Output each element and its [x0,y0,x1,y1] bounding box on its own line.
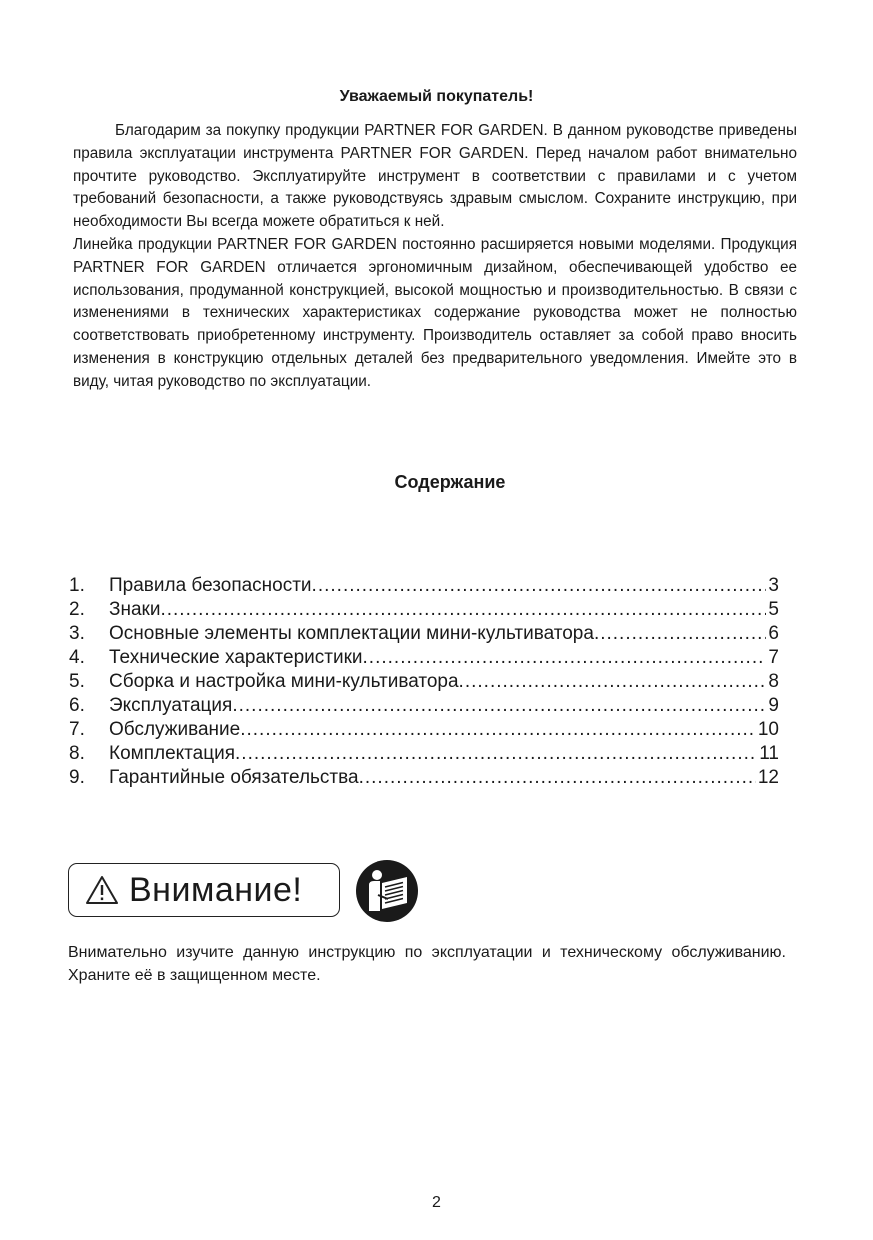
intro-paragraph-2: Линейка продукции PARTNER FOR GARDEN постоянно расширяется новыми моделями. Продукция PARTNER FOR GARDEN отличается эргономичным дизайном, обеспечивающей удобство ее использования, продуманной конструкцией, высокой мощностью и производительностью. В связи с изменениями в технических характеристиках содержание руководства может не полностью соответствовать приобретенному инструменту. Производитель оставляет за собой право вносить изменения в конструкцию отдельных деталей без предварительного уведомления. Имейте это в виду, читая руководство по эксплуатации. [73,235,797,390]
toc-item-label: Основные элементы комплектации мини-культиватора [109,623,594,644]
warning-label: Внимание! [129,870,303,909]
toc-leader-dots [459,670,767,694]
toc-item-page: 8 [768,671,779,692]
toc-item-page: 5 [768,599,779,620]
toc-item[interactable] [69,670,779,694]
toc-item-number: 8. [69,743,85,764]
toc-item[interactable] [69,766,779,790]
toc-title: Содержание [394,472,506,492]
toc-item-page: 7 [768,647,779,668]
intro-paragraph-1: Благодарим за покупку продукции PARTNER FOR GARDEN. В данном руководстве приведены правила эксплуатации инструмента PARTNER FOR GARDEN. Перед началом работ внимательно прочтите руководство. Эксплуатируйте инструмент в соответствии с правилами и с учетом требований безопасности, а также руководствуясь здравым смыслом. Сохраните инструкцию, при необходимости Вы всегда можете обратиться к ней. [73,122,797,231]
toc-item-number: 2. [69,599,85,620]
toc-item-page: 10 [757,719,779,740]
toc-item-page: 12 [757,767,779,788]
toc-item-label: Сборка и настройка мини-культиватора [109,671,459,692]
toc-item-number: 9. [69,767,85,788]
table-of-contents [69,574,779,790]
toc-leader-dots [240,718,756,742]
toc-leader-dots [359,766,756,790]
toc-leader-dots [363,646,767,670]
toc-item-label: Эксплуатация [109,695,233,716]
toc-leader-dots [232,694,766,718]
toc-item-number: 7. [69,719,85,740]
toc-item-number: 4. [69,647,85,668]
read-manual-icon [355,859,419,923]
toc-item[interactable] [69,742,779,766]
toc-item[interactable] [69,694,779,718]
toc-item-label: Гарантийные обязательства [109,767,359,788]
greeting-title: Уважаемый покупатель! [339,88,534,105]
toc-item-page: 3 [768,575,779,596]
toc-leader-dots [160,598,766,622]
toc-leader-dots [594,622,766,646]
toc-item-label: Комплектация [109,743,236,764]
toc-item[interactable] [69,574,779,598]
notice-text: Внимательно изучите данную инструкцию по эксплуатации и техническому обслуживанию. Храните её в защищенном месте. [68,944,786,984]
toc-item-number: 1. [69,575,85,596]
intro-text [73,120,797,394]
toc-item[interactable] [69,622,779,646]
toc-item-number: 5. [69,671,85,692]
toc-item-page: 11 [759,743,779,764]
toc-item-number: 3. [69,623,85,644]
toc-item-label: Технические характеристики [109,647,363,668]
warning-triangle-icon [85,875,119,905]
toc-leader-dots [312,574,767,598]
warning-box [68,863,340,917]
toc-item-number: 6. [69,695,85,716]
toc-item-page: 9 [768,695,779,716]
toc-item-label: Правила безопасности [109,575,312,596]
toc-item[interactable] [69,598,779,622]
toc-item-label: Знаки [109,599,161,620]
toc-item[interactable] [69,646,779,670]
toc-leader-dots [235,742,757,766]
toc-item[interactable] [69,718,779,742]
page-number: 2 [432,1194,441,1211]
toc-item-label: Обслуживание [109,719,241,740]
toc-item-page: 6 [768,623,779,644]
